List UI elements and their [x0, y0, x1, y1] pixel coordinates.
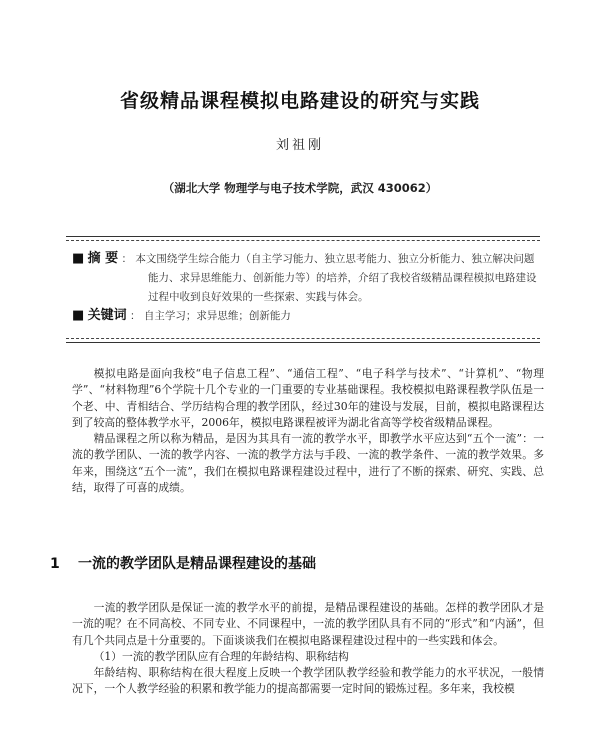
- section-title: 一流的教学团队是精品课程建设的基础: [78, 556, 316, 572]
- abstract-text: 本文围绕学生综合能力（自主学习能力、独立思考能力、独立分析能力、独立解决问题能力、求异思维能力、创新能力等）的培养，介绍了我校省级精品课程模拟电路建设过程中收到良好效果的一些探索、实践与体会。: [135, 253, 537, 303]
- author-name: 刘祖刚: [275, 138, 324, 153]
- header-rule-dashed: [66, 240, 540, 241]
- abstract-rule-dashed: [66, 338, 540, 339]
- abstract-marker: ■: [72, 251, 85, 266]
- page-title: 省级精品课程模拟电路建设的研究与实践: [119, 90, 480, 112]
- section-paragraph: 年龄结构、职称结构在很大程度上反映一个教学团队教学经验和教学能力的水平状况，一般情况下，一个人教学经验的积累和教学能力的提高都需要一定时间的锻炼过程。多年来，我校模: [72, 666, 544, 696]
- section1-body: [72, 600, 544, 698]
- abstract-label: 摘 要: [87, 251, 119, 266]
- keywords-text: 自主学习；求异思维；创新能力: [143, 310, 291, 322]
- subsection-heading: （1）一流的教学团队应有合理的年龄结构、职称结构: [93, 649, 349, 663]
- keywords-marker: ■: [72, 308, 85, 323]
- intro-section: [72, 366, 544, 496]
- keywords-block: ■ 关键词 ： 自主学习；求异思维；创新能力: [72, 308, 291, 323]
- header-rule: [66, 236, 540, 237]
- section-number: 1: [50, 556, 60, 572]
- author-affiliation: （湖北大学 物理学与电子技术学院，武汉 430062）: [162, 181, 438, 195]
- section-heading: [50, 553, 316, 573]
- abstract-block: ■ 摘 要 ： 本文围绕学生综合能力（自主学习能力、独立思考能力、独立分析能力、独立解决问题能力、求异思维能力、创新能力等）的培养，介绍了我校省级精品课程模拟电路建设过程中收到良好效果的一些探索、实践与体会。: [72, 251, 537, 303]
- intro-paragraph: 模拟电路是面向我校“电子信息工程”、“通信工程”、“电子科学与技术”、“计算机”、“物理学”、“材料物理”6个学院十几个专业的一门重要的专业基础课程。我校模拟电路课程教学队伍是一个老、中、青相结合、学历结构合理的教学团队，经过30年的建设与发展，目前，模拟电路课程达到了较高的整体教学水平，2006年，模拟电路课程被评为湖北省高等学校省级精品课程。: [72, 367, 544, 429]
- keywords-label: 关键词: [87, 308, 127, 323]
- section-paragraph: 一流的教学团队是保证一流的教学水平的前提，是精品课程建设的基础。怎样的教学团队才是一流的呢？在不同高校、不同专业、不同课程中，一流的教学团队具有不同的“形式”和“内涵”，但有几个共同点是十分重要的。下面谈谈我们在模拟电路课程建设过程中的一些实践和体会。: [72, 601, 544, 647]
- abstract-rule: [66, 342, 540, 343]
- intro-paragraph: 精品课程之所以称为精品，是因为其具有一流的教学水平，即教学水平应达到“五个一流”：一流的教学团队、一流的教学内容、一流的教学方法与手段、一流的教学条件、一流的教学效果。多年来，围绕这“五个一流”，我们在模拟电路课程建设过程中，进行了不断的探索、研究、实践、总结，取得了可喜的成绩。: [72, 432, 544, 495]
